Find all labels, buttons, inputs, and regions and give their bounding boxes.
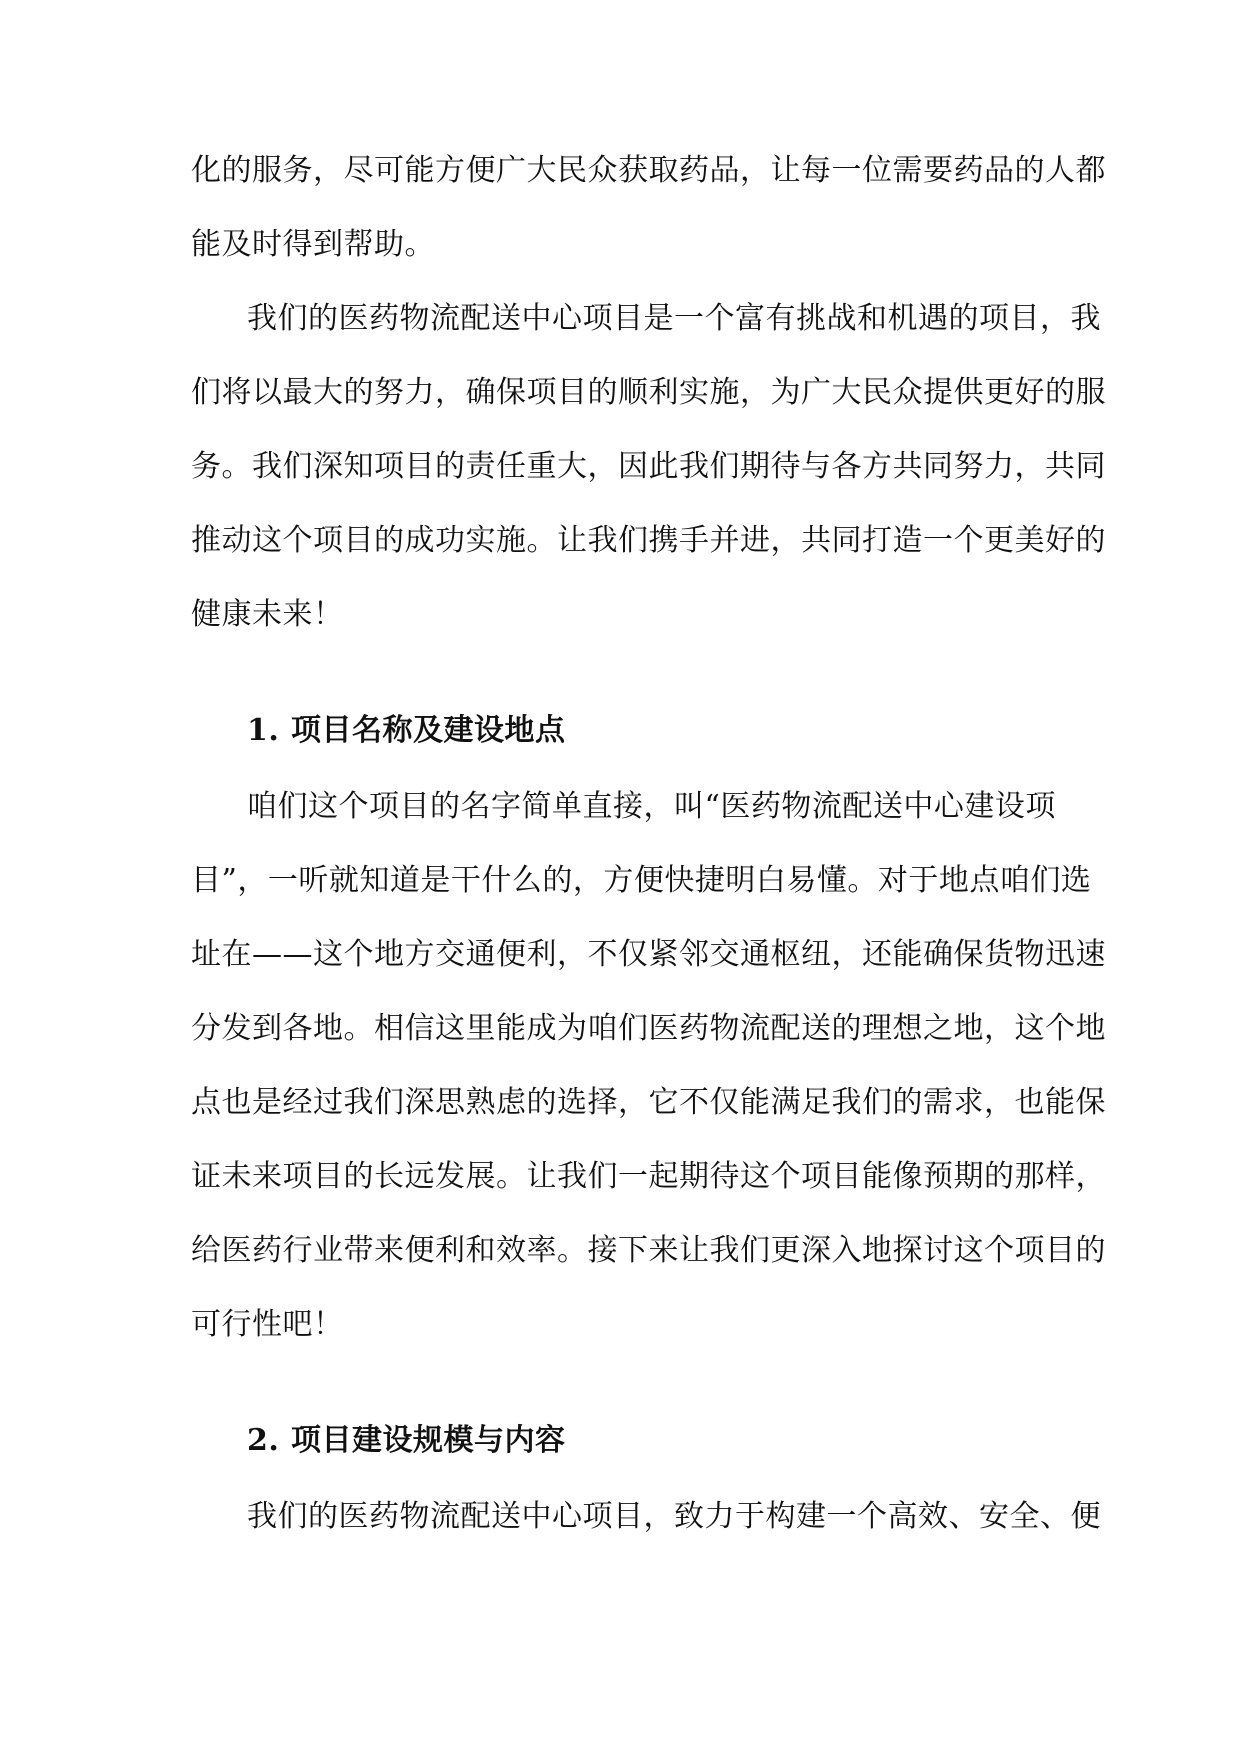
paragraph-line: 我们的医药物流配送中心项目，致力于构建一个高效、安全、便 [247,1499,1101,1534]
paragraph-line: 址在——这个地方交通便利，不仅紧邻交通枢纽，还能确保货物迅速 [191,937,1106,972]
paragraph-line: 能及时得到帮助。 [191,227,435,262]
paragraph-line: 们将以最大的努力，确保项目的顺利实施，为广大民众提供更好的服 [191,375,1106,410]
paragraph-line: 化的服务，尽可能方便广大民众获取药品，让每一位需要药品的人都 [191,153,1106,188]
section-title: 项目名称及建设地点 [291,713,566,748]
paragraph-line: 点也是经过我们深思熟虑的选择，它不仅能满足我们的需求，也能保 [191,1085,1106,1120]
section-number: 1. [247,713,280,748]
paragraph-line: 我们的医药物流配送中心项目是一个富有挑战和机遇的项目，我 [247,301,1101,336]
paragraph-line: 证未来项目的长远发展。让我们一起期待这个项目能像预期的那样， [191,1159,1106,1194]
paragraph-line: 给医药行业带来便利和效率。接下来让我们更深入地探讨这个项目的 [191,1233,1106,1268]
paragraph-line: 推动这个项目的成功实施。让我们携手并进，共同打造一个更美好的 [191,523,1106,558]
section-number: 2. [247,1423,280,1458]
section-title: 项目建设规模与内容 [291,1423,566,1458]
paragraph-line: 务。我们深知项目的责任重大，因此我们期待与各方共同努力，共同 [191,449,1106,484]
paragraph-line: 目”，一听就知道是干什么的，方便快捷明白易懂。对于地点咱们选 [191,863,1092,898]
paragraph-line: 分发到各地。相信这里能成为咱们医药物流配送的理想之地，这个地 [191,1011,1106,1046]
section-heading-1 [247,710,566,752]
paragraph-line: 咱们这个项目的名字简单直接，叫“医药物流配送中心建设项 [247,789,1056,824]
section-heading-2 [247,1420,566,1462]
paragraph-line: 健康未来！ [191,597,344,632]
paragraph-line: 可行性吧！ [191,1307,344,1342]
